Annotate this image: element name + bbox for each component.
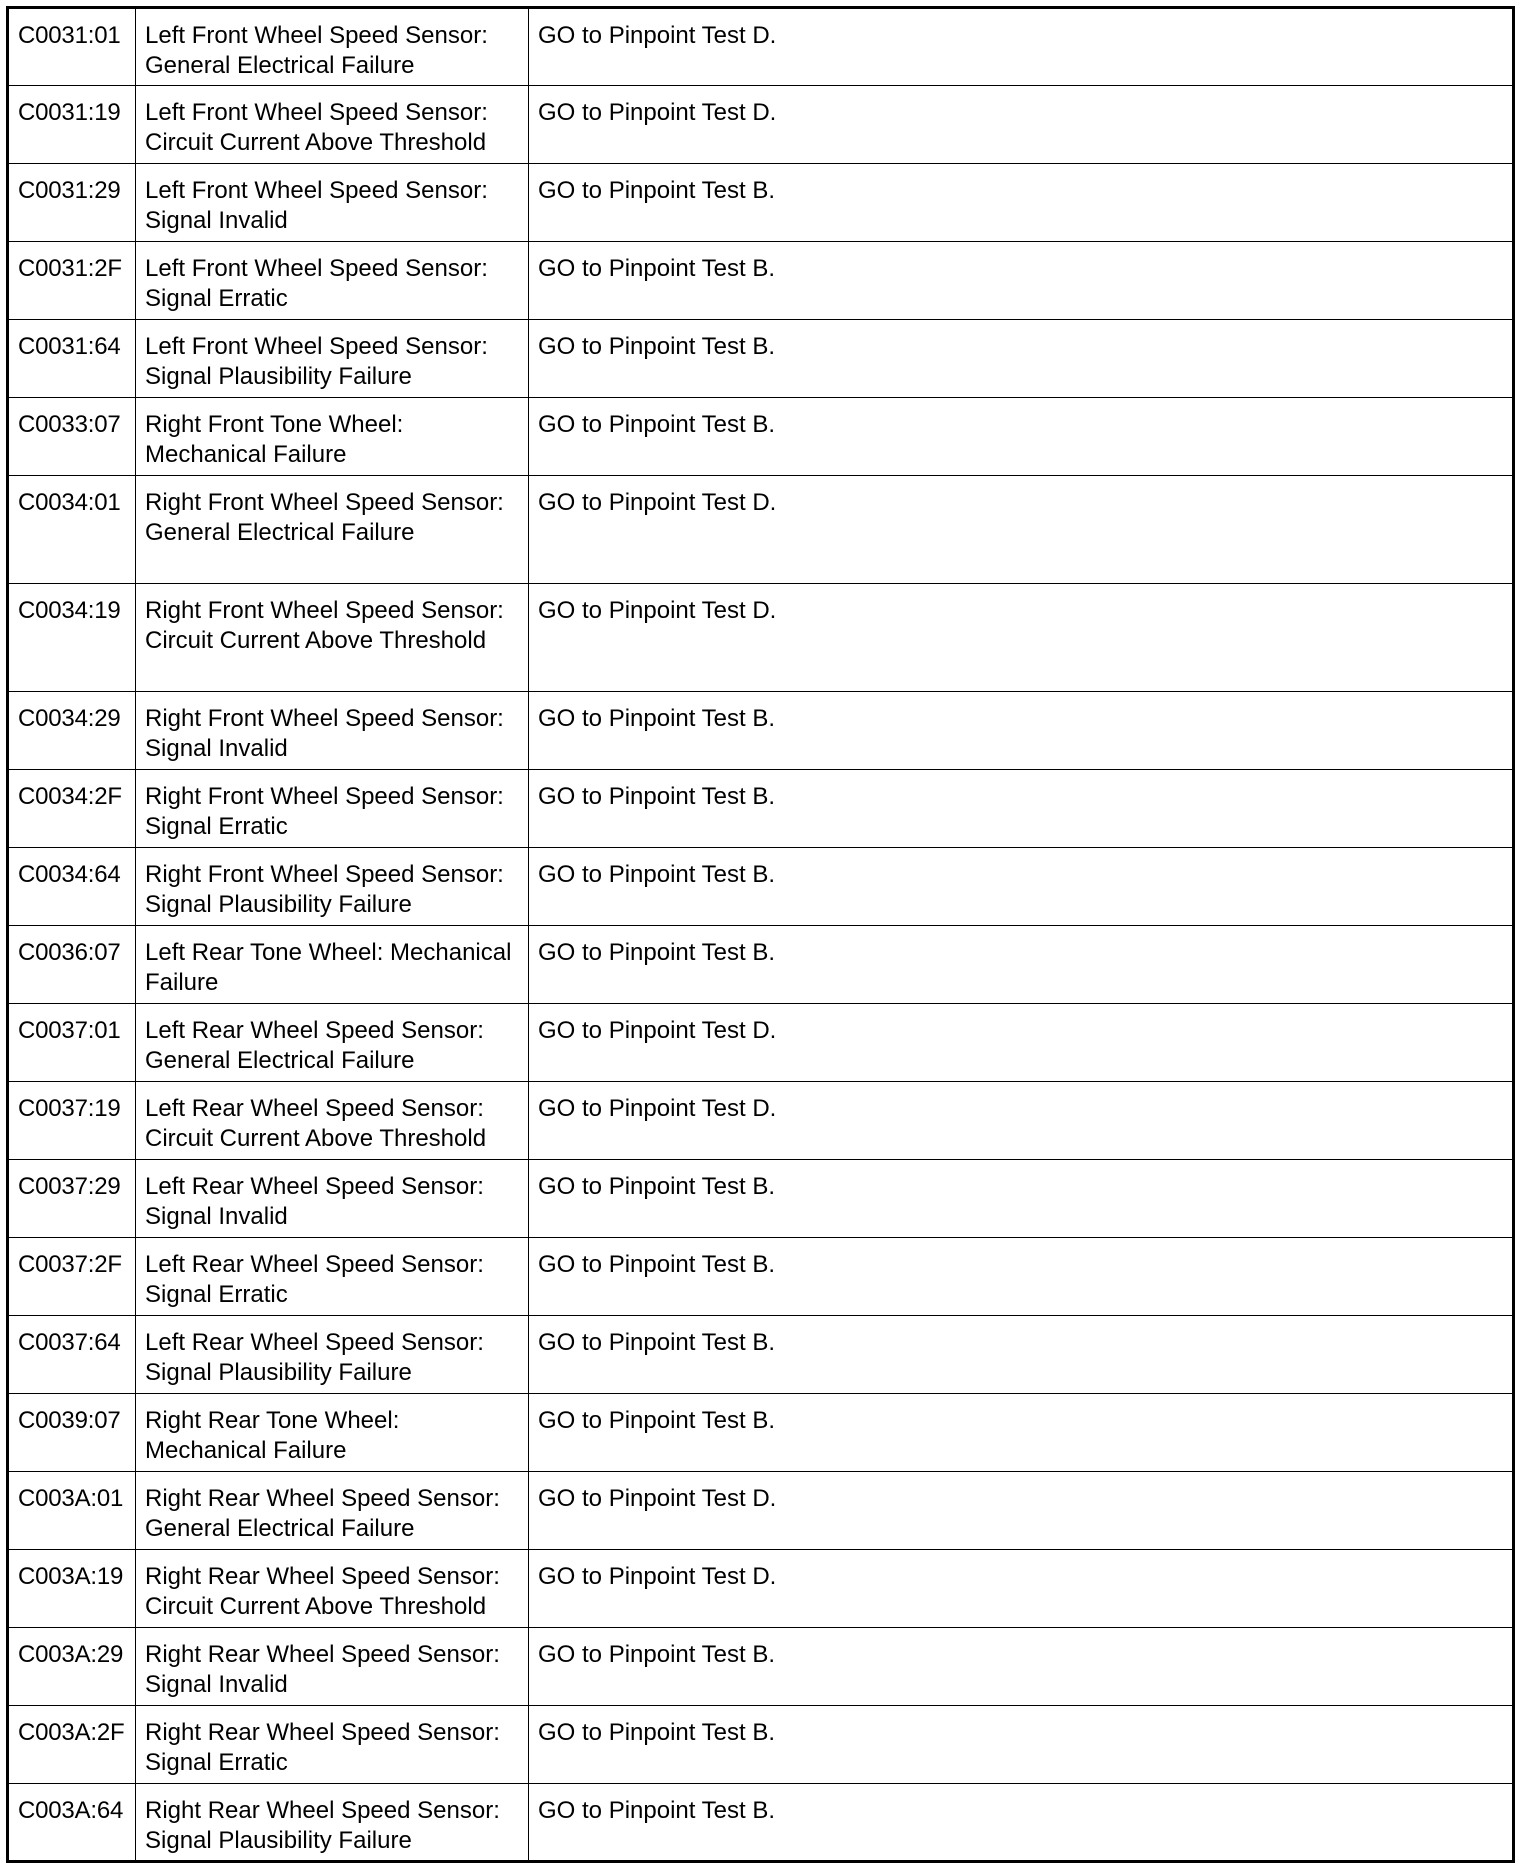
table-row <box>8 164 1514 242</box>
dtc-action-cell: GO to Pinpoint Test D. <box>529 1550 1514 1628</box>
dtc-action-cell: GO to Pinpoint Test B. <box>529 770 1514 848</box>
table-row <box>8 692 1514 770</box>
table-row <box>8 476 1514 584</box>
dtc-description-cell: Left Rear Wheel Speed Sensor: General Electrical Failure <box>136 1004 529 1082</box>
table-row <box>8 86 1514 164</box>
dtc-action-cell: GO to Pinpoint Test B. <box>529 848 1514 926</box>
dtc-description-cell: Right Front Wheel Speed Sensor: Signal Plausibility Failure <box>136 848 529 926</box>
dtc-action-cell: GO to Pinpoint Test B. <box>529 164 1514 242</box>
table-row <box>8 1238 1514 1316</box>
dtc-description-cell: Left Rear Wheel Speed Sensor: Signal Erratic <box>136 1238 529 1316</box>
dtc-action-cell: GO to Pinpoint Test B. <box>529 1316 1514 1394</box>
dtc-description-cell: Right Front Wheel Speed Sensor: Signal Invalid <box>136 692 529 770</box>
dtc-description-cell: Right Front Wheel Speed Sensor: Circuit Current Above Threshold <box>136 584 529 692</box>
dtc-code-cell: C0037:2F <box>8 1238 136 1316</box>
table-row <box>8 1706 1514 1784</box>
table-row <box>8 1472 1514 1550</box>
dtc-code-cell: C003A:64 <box>8 1784 136 1862</box>
table-row <box>8 1082 1514 1160</box>
table-row <box>8 398 1514 476</box>
dtc-action-cell: GO to Pinpoint Test B. <box>529 1394 1514 1472</box>
dtc-description-cell: Left Front Wheel Speed Sensor: General Electrical Failure <box>136 8 529 86</box>
dtc-code-cell: C0037:01 <box>8 1004 136 1082</box>
dtc-code-cell: C0031:2F <box>8 242 136 320</box>
table-row <box>8 1628 1514 1706</box>
dtc-code-cell: C003A:29 <box>8 1628 136 1706</box>
table-row <box>8 926 1514 1004</box>
dtc-table <box>6 6 1515 1863</box>
dtc-description-cell: Right Rear Wheel Speed Sensor: Signal Erratic <box>136 1706 529 1784</box>
dtc-description-cell: Left Rear Wheel Speed Sensor: Signal Plausibility Failure <box>136 1316 529 1394</box>
dtc-description-cell: Right Rear Tone Wheel: Mechanical Failure <box>136 1394 529 1472</box>
dtc-code-cell: C0037:19 <box>8 1082 136 1160</box>
dtc-code-cell: C003A:19 <box>8 1550 136 1628</box>
dtc-code-cell: C0031:19 <box>8 86 136 164</box>
table-row <box>8 770 1514 848</box>
dtc-code-cell: C003A:01 <box>8 1472 136 1550</box>
dtc-description-cell: Left Rear Wheel Speed Sensor: Circuit Current Above Threshold <box>136 1082 529 1160</box>
dtc-description-cell: Left Front Wheel Speed Sensor: Circuit Current Above Threshold <box>136 86 529 164</box>
dtc-description-cell: Left Rear Wheel Speed Sensor: Signal Invalid <box>136 1160 529 1238</box>
dtc-action-cell: GO to Pinpoint Test D. <box>529 584 1514 692</box>
dtc-description-cell: Right Front Tone Wheel: Mechanical Failure <box>136 398 529 476</box>
dtc-description-cell: Left Front Wheel Speed Sensor: Signal Plausibility Failure <box>136 320 529 398</box>
table-row <box>8 1160 1514 1238</box>
dtc-code-cell: C0034:29 <box>8 692 136 770</box>
dtc-description-cell: Left Front Wheel Speed Sensor: Signal Invalid <box>136 164 529 242</box>
dtc-action-cell: GO to Pinpoint Test D. <box>529 476 1514 584</box>
table-row <box>8 1394 1514 1472</box>
dtc-action-cell: GO to Pinpoint Test D. <box>529 8 1514 86</box>
dtc-code-cell: C0034:2F <box>8 770 136 848</box>
table-row <box>8 848 1514 926</box>
dtc-code-cell: C0036:07 <box>8 926 136 1004</box>
dtc-action-cell: GO to Pinpoint Test B. <box>529 1706 1514 1784</box>
dtc-action-cell: GO to Pinpoint Test D. <box>529 1472 1514 1550</box>
dtc-description-cell: Right Rear Wheel Speed Sensor: Signal Invalid <box>136 1628 529 1706</box>
dtc-description-cell: Right Rear Wheel Speed Sensor: Circuit Current Above Threshold <box>136 1550 529 1628</box>
dtc-code-cell: C0033:07 <box>8 398 136 476</box>
table-row <box>8 1316 1514 1394</box>
dtc-action-cell: GO to Pinpoint Test B. <box>529 1784 1514 1862</box>
dtc-code-cell: C0031:64 <box>8 320 136 398</box>
dtc-action-cell: GO to Pinpoint Test D. <box>529 1082 1514 1160</box>
dtc-action-cell: GO to Pinpoint Test B. <box>529 926 1514 1004</box>
dtc-code-cell: C0039:07 <box>8 1394 136 1472</box>
dtc-action-cell: GO to Pinpoint Test B. <box>529 1160 1514 1238</box>
dtc-code-cell: C0037:64 <box>8 1316 136 1394</box>
dtc-action-cell: GO to Pinpoint Test B. <box>529 320 1514 398</box>
dtc-action-cell: GO to Pinpoint Test D. <box>529 1004 1514 1082</box>
dtc-description-cell: Left Rear Tone Wheel: Mechanical Failure <box>136 926 529 1004</box>
dtc-code-cell: C0037:29 <box>8 1160 136 1238</box>
dtc-description-cell: Right Front Wheel Speed Sensor: General Electrical Failure <box>136 476 529 584</box>
dtc-code-cell: C0034:19 <box>8 584 136 692</box>
table-row <box>8 1784 1514 1862</box>
dtc-code-cell: C0034:64 <box>8 848 136 926</box>
dtc-code-cell: C0031:29 <box>8 164 136 242</box>
dtc-description-cell: Right Rear Wheel Speed Sensor: General Electrical Failure <box>136 1472 529 1550</box>
dtc-action-cell: GO to Pinpoint Test B. <box>529 1238 1514 1316</box>
dtc-action-cell: GO to Pinpoint Test D. <box>529 86 1514 164</box>
dtc-code-cell: C0031:01 <box>8 8 136 86</box>
dtc-action-cell: GO to Pinpoint Test B. <box>529 398 1514 476</box>
table-row <box>8 242 1514 320</box>
dtc-description-cell: Right Front Wheel Speed Sensor: Signal Erratic <box>136 770 529 848</box>
table-row <box>8 8 1514 86</box>
table-row <box>8 320 1514 398</box>
dtc-code-cell: C003A:2F <box>8 1706 136 1784</box>
dtc-code-cell: C0034:01 <box>8 476 136 584</box>
dtc-action-cell: GO to Pinpoint Test B. <box>529 242 1514 320</box>
dtc-description-cell: Left Front Wheel Speed Sensor: Signal Erratic <box>136 242 529 320</box>
dtc-action-cell: GO to Pinpoint Test B. <box>529 1628 1514 1706</box>
dtc-description-cell: Right Rear Wheel Speed Sensor: Signal Plausibility Failure <box>136 1784 529 1862</box>
dtc-action-cell: GO to Pinpoint Test B. <box>529 692 1514 770</box>
table-row <box>8 1004 1514 1082</box>
table-row <box>8 584 1514 692</box>
table-row <box>8 1550 1514 1628</box>
